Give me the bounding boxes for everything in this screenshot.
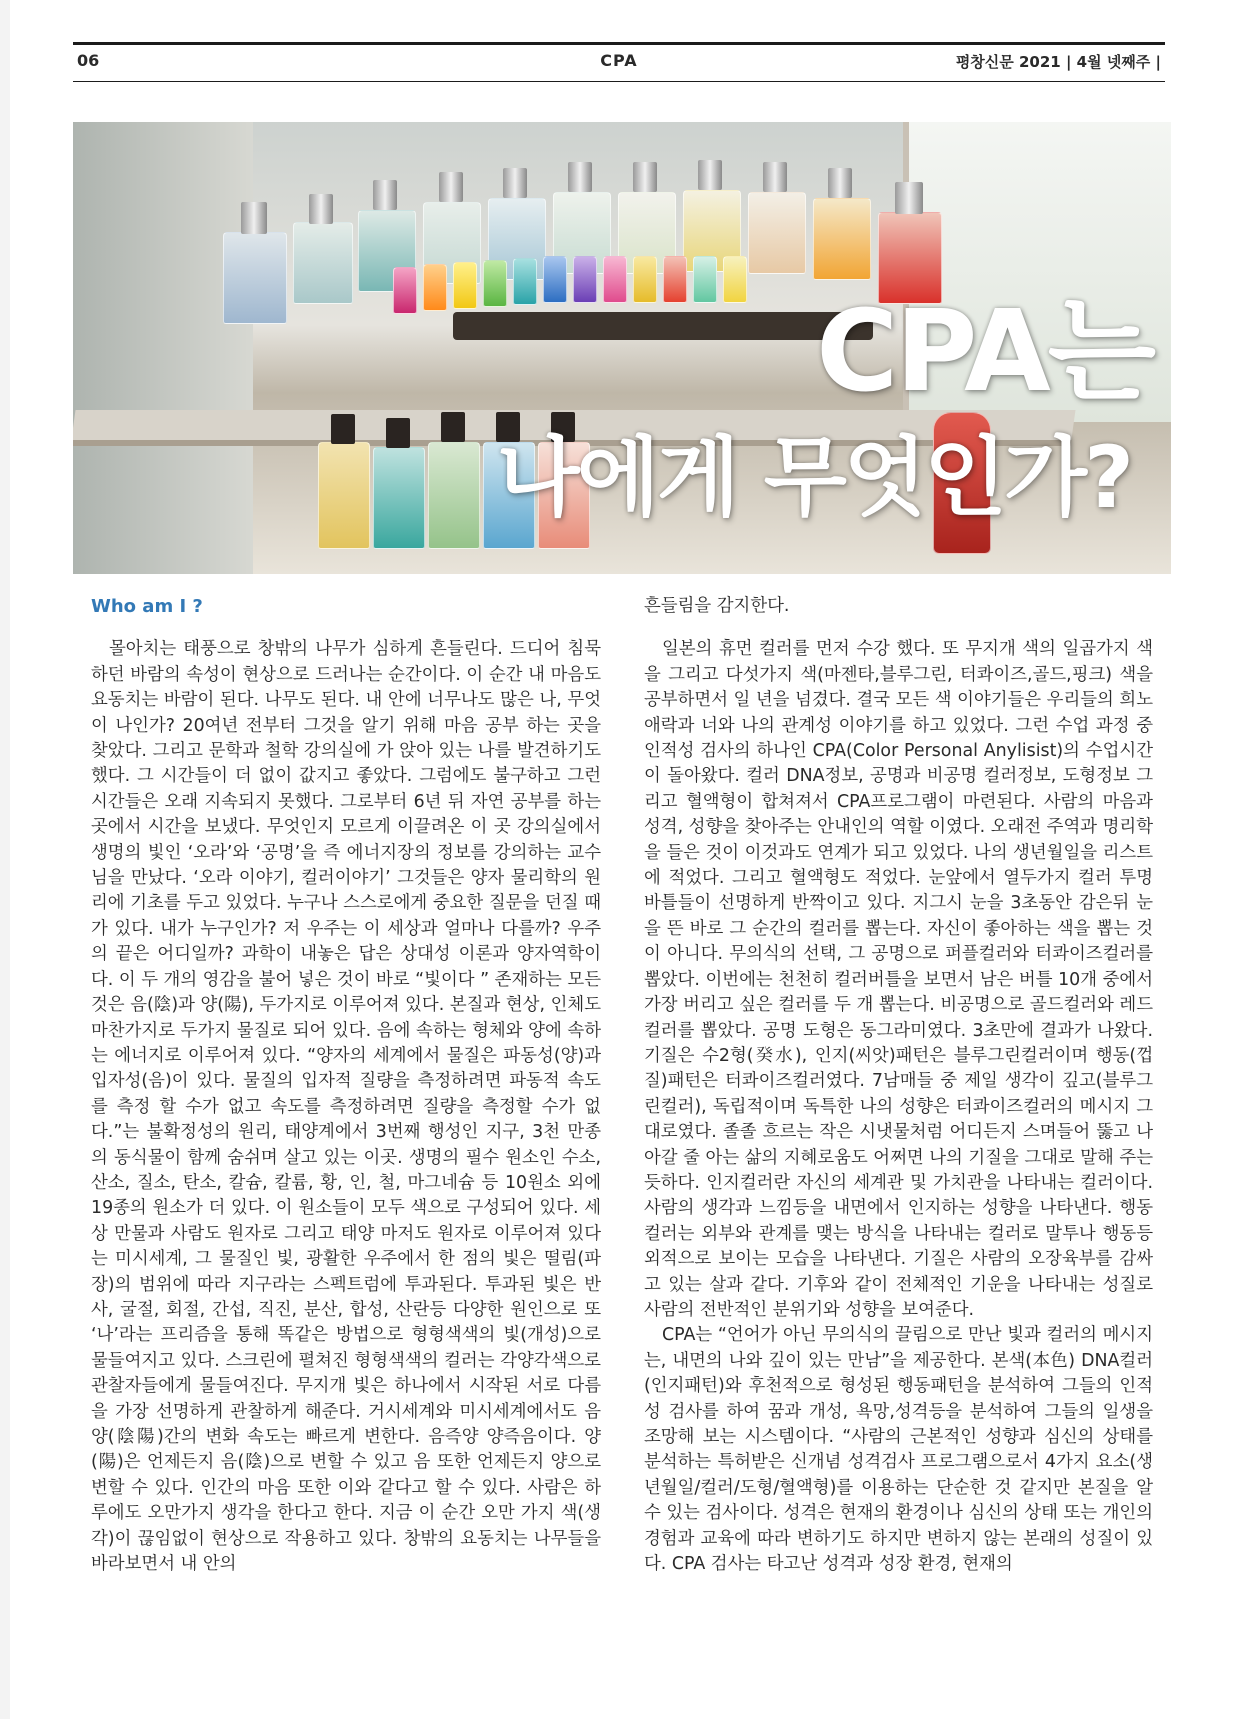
bottle-cap [568,162,592,192]
bottle [428,442,480,549]
bottle [693,256,717,303]
bottle-cap [503,168,527,198]
bottle [663,256,687,303]
bottle [748,192,806,274]
bottle-cap [309,194,333,224]
bottle [483,260,507,307]
bottle [293,222,353,304]
bottle-cap [241,202,267,234]
hero-photo [73,122,1171,574]
article-column-left [91,594,601,1577]
page-edge [0,0,10,1719]
bottle [223,232,287,324]
photo-tray [453,312,873,340]
bottle [573,256,597,303]
bottle-cap [895,182,923,214]
bottle-cap [386,418,410,448]
bottle [513,258,537,305]
article-paragraph: CPA는 “언어가 아닌 무의식의 끌림으로 만난 빛과 컬러의 메시지는, 내면의 나와 깊이 있는 만남”을 제공한다. 본색(本色) DNA컬러(인지패턴)와 후천적으로 형성된 행동패턴을 분석하여 그들의 인적성 검사를 하여 꿈과 개성, 욕망,성격등을 분석하여 그들의 일생을 조망해 보는 시스템이다. “사람의 근본적인 성향과 심신의 상태를 분석하는 특허받은 신개념 성격검사 프로그램으로서 4가지 요소(생년월일/컬러/도형/혈액형)를 이용하는 단순한 것 같지만 본질을 알 수 있는 검사이다. 성격은 현재의 환경이나 심신의 상태 또는 개인의 경험과 교육에 따라 변하기도 하지만 변하지 않는 본래의 성질이 있다. CPA 검사는 타고난 성격과 성장 환경, 현재의 [644,1325,1153,1575]
bottle-cap [828,168,852,198]
section-title: CPA [600,51,638,70]
page-number: 06 [77,51,100,70]
issue-info: 평창신문 2021 | 4월 넷째주 | [955,53,1161,71]
bottle [543,256,567,303]
bottle-cap [439,172,463,202]
bottle [373,447,425,549]
bottle [423,264,447,311]
bottle [723,256,747,303]
article-continuation: 흔들림을 감지한다. [644,596,790,616]
bottle [633,256,657,303]
bottle-cap [331,414,355,444]
bottle-cap [373,180,397,210]
hero-headline-line2: 나에게 무엇인가? [496,428,1131,528]
bottle-cap [441,412,465,442]
bottle [393,267,417,314]
article-paragraph: 몰아치는 태풍으로 창밖의 나무가 심하게 흔들린다. 드디어 침묵하던 바람의 속성이 현상으로 드러나는 순간이다. 이 순간 내 마음도 요동치는 바람이 된다. 나무도 된다. 내 안에 너무나도 많은 나, 무엇이 나인가? 20여년 전부터 그것을 알기 위해 마음 공부 하는 곳을 찾았다. 그리고 문학과 철학 강의실에 가 앉아 있는 나를 발견하기도 했다. 그 시간들이 더 없이 값지고 좋았다. 그럼에도 불구하고 그런 시간들은 오래 지속되지 못했다. 그로부터 6년 뒤 자연 공부를 하는 곳에서 시간을 보냈다. 무엇인지 모르게 이끌려온 이 곳 강의실에서 생명의 빛인 ‘오라’와 ‘공명’을 즉 에너지장의 정보를 강의하는 교수님을 만났다. ‘오라 이야기, 컬러이야기’ 그것들은 양자 물리학의 원리에 기초를 두고 있었다. 누구나 스스로에게 중요한 질문을 던질 때가 있다. 내가 누구인가? 저 우주는 이 세상과 얼마나 다를까? 우주의 끝은 어디일까? 과학이 내놓은 답은 상대성 이론과 양자역학이다. 이 두 개의 영감을 불어 넣은 것이 바로 “빛이다 ” 존재하는 모든 것은 음(陰)과 양(陽), 두가지로 이루어져 있다. 본질과 현상, 인체도 마찬가지로 두가지 물질로 되어 있다. 음에 속하는 형체와 양에 속하는 에너지로 이루어져 있다. “양자의 세계에서 물질은 파동성(양)과 입자성(음)이 있다. 물질의 입자적 질량을 측정하려면 파동적 속도를 측정 할 수가 없고 속도를 측정하려면 질량을 측정할 수가 없다.”는 불확정성의 원리, 태양계에서 3번째 행성인 지구, 3천 만종의 동식물이 함께 숨쉬며 살고 있는 이곳. 생명의 필수 원소인 수소, 산소, 질소, 탄소, 칼슘, 칼륨, 황, 인, 철, 마그네슘 등 10원소 외에 19종의 원소가 더 있다. 이 원소들이 모두 색으로 구성되어 있다. 세상 만물과 사람도 원자로 그리고 태양 마저도 원자로 이루어져 있다는 미시세계, 그 물질인 빛, 광활한 우주에서 한 점의 빛은 떨림(파장)의 범위에 따라 지구라는 스펙트럼에 투과된다. 투과된 빛은 반사, 굴절, 회절, 간섭, 직진, 분산, 합성, 산란등 다양한 원인으로 또 ‘나’라는 프리즘을 통해 똑같은 방법으로 형형색색의 빛(개성)으로 물들여지고 있다. 스크린에 펼쳐진 형형색색의 컬러는 각양각색으로 관찰자들에게 물들여진다. 무지개 빛은 하나에서 시작된 서로 다름을 가장 선명하게 관찰하게 해준다. 거시세계와 미시세계에서도 음양(陰陽)간의 변화 속도는 빠르게 변한다. 음즉양 양즉음이다. 양(陽)은 언제든지 음(陰)으로 변할 수 있고 음 또한 언제든지 양으로 변할 수 있다. 인간의 마음 또한 이와 같다고 할 수 있다. 사람은 하루에도 오만가지 생각을 한다고 한다. 지금 이 순간 오만 가지 색(생각)이 끊임없이 현상으로 작용하고 있다. 창밖의 요동치는 나무들을 바라보면서 내 안의 [91,639,601,1575]
article-subhead: Who am I ? [91,596,203,617]
bottle-cap [633,162,657,192]
article-paragraph: 일본의 휴먼 컬러를 먼저 수강 했다. 또 무지개 색의 일곱가지 색을 그리고 다섯가지 색(마젠타,블루그린, 터콰이즈,골드,핑크) 색을 공부하면서 일 년을 넘겼다. 결국 모든 색 이야기들은 우리들의 희노애락과 너와 나의 관계성 이야기를 하고 있었다. 그런 수업 과정 중 인적성 검사의 하나인 CPA(Color Personal Anylisist)의 수업시간이 돌아왔다. 컬러 DNA정보, 공명과 비공명 컬러정보, 도형정보 그리고 혈액형이 합쳐져서 CPA프로그램이 마련된다. 사람의 마음과 성격, 성향을 찾아주는 안내인의 역할 이였다. 오래전 주역과 명리학을 들은 것이 이것과도 연계가 되고 있었다. 나의 생년월일을 리스트에 적었다. 그리고 혈액형도 적었다. 눈앞에서 열두가지 컬러 투명 바틀들이 선명하게 반짝이고 있다. 지그시 눈을 3초동안 감은뒤 눈을 뜬 바로 그 순간의 컬러를 뽑는다. 자신이 좋아하는 색을 뽑는 것이 아니다. 무의식의 선택, 그 공명으로 퍼플컬러와 터콰이즈컬러를 뽑았다. 이번에는 천천히 컬러버틀을 보면서 남은 버틀 10개 중에서 가장 버리고 싶은 컬러를 두 개 뽑는다. 비공명으로 골드컬러와 레드컬러를 뽑았다. 공명 도형은 동그라미였다. 3초만에 결과가 나왔다. 기질은 수2형(癸水), 인지(씨앗)패턴은 블루그린컬러이며 행동(껍질)패턴은 터콰이즈컬러였다. 7남매들 중 제일 생각이 깊고(블루그린컬러), 독립적이며 독특한 나의 성향은 터콰이즈컬러의 메시지 그대로였다. 졸졸 흐르는 작은 시냇물처럼 어디든지 스며들어 뚫고 나아갈 줄 아는 삶의 지혜로움도 어쩌면 나의 기질을 그대로 말해 주는 듯하다. 인지컬러란 자신의 세계관 및 가치관을 나타내는 컬러이다. 사람의 생각과 느낌등을 내면에서 인지하는 성향을 나타낸다. 행동컬러는 외부와 관계를 맺는 방식을 나타내는 컬러로 말투나 행동등 외적으로 보이는 모습을 나타낸다. 기질은 사람의 오장육부를 감싸고 있는 살과 같다. 기후와 같이 전체적인 기운을 나타내는 성질로 사람의 전반적인 분위기와 성향을 보여준다. [644,639,1153,1320]
bottle [603,256,627,303]
bottle [318,442,370,549]
article-column-right [644,594,1153,1577]
bottle-cap [763,162,787,192]
bottle-cap [698,160,722,190]
hero-headline-line1: CPA는 [816,287,1153,417]
paragraph-gap [644,619,1153,637]
bottle [453,262,477,309]
page-header [73,42,1165,82]
photo-wall [73,122,253,574]
